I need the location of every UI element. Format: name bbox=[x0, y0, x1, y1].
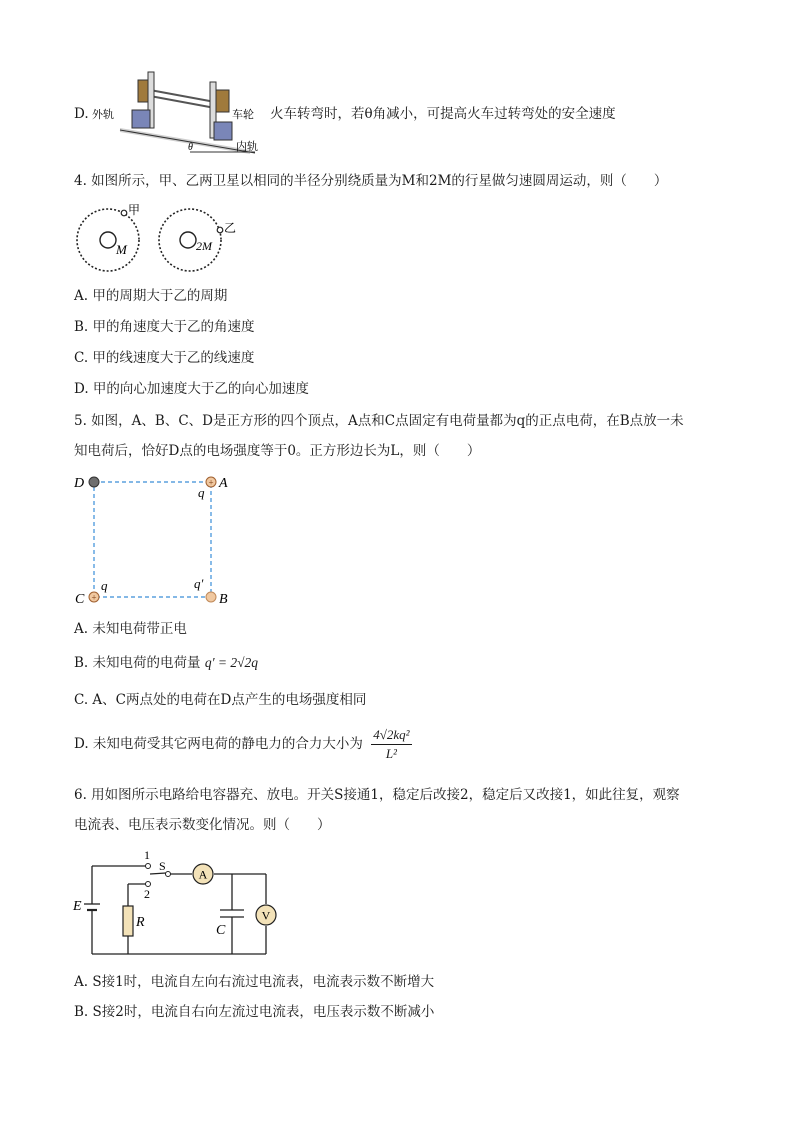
satellite-1-label: 甲 bbox=[128, 203, 141, 217]
label-1: 1 bbox=[144, 848, 150, 862]
q5-option-b-text: B. 未知电荷的电荷量 bbox=[74, 655, 201, 671]
axle-bottom bbox=[150, 96, 215, 108]
inner-rail-label: 内轨 bbox=[236, 141, 258, 153]
q3-option-d-label: D. bbox=[74, 106, 89, 122]
switch-blade bbox=[150, 873, 166, 874]
label-a: A bbox=[219, 476, 228, 491]
q3-banked-track-figure bbox=[90, 68, 270, 158]
planet-1-label: M bbox=[116, 242, 127, 257]
charge-b-icon bbox=[206, 592, 216, 602]
switch-pivot-icon bbox=[166, 872, 171, 877]
satellite-2-label: 乙 bbox=[224, 221, 237, 235]
q5-option-b-formula: q′ = 2√2q bbox=[204, 655, 259, 670]
q4-option-b: B. 甲的角速度大于乙的角速度 bbox=[74, 319, 255, 335]
label-e: E bbox=[73, 899, 82, 914]
satellite-2-icon bbox=[217, 227, 223, 233]
label-c: C bbox=[75, 592, 85, 607]
q6-stem-line2: 电流表、电压表示数变化情况。则（ ） bbox=[74, 817, 331, 833]
q5-stem-line2: 知电荷后，恰好D点的电场强度等于0。正方形边长为L，则（ ） bbox=[74, 443, 481, 459]
ammeter-label: A bbox=[198, 867, 208, 882]
satellite-1-icon bbox=[121, 210, 127, 216]
fraction-denominator: L² bbox=[385, 746, 397, 761]
voltmeter-label: V bbox=[261, 908, 271, 923]
q5-option-a: A. 未知电荷带正电 bbox=[74, 621, 187, 637]
q6-option-a: A. S接1时，电流自左向右流过电流表，电流表示数不断增大 bbox=[74, 974, 435, 990]
q6-stem-line1: 6. 用如图所示电路给电容器充、放电。开关S接通1，稳定后改接2，稳定后又改接1，如此往复，观察 bbox=[74, 787, 680, 803]
axle-top bbox=[150, 90, 215, 102]
fraction-numerator: 4√2kq² bbox=[371, 726, 411, 745]
label-c: C bbox=[216, 923, 226, 938]
q5-option-c: C. A、C两点处的电荷在D点产生的电场强度相同 bbox=[74, 692, 367, 708]
orbit-1 bbox=[77, 209, 139, 271]
right-wheel-top bbox=[215, 90, 229, 112]
q5-option-d bbox=[74, 724, 412, 764]
planet-m-icon bbox=[100, 232, 116, 248]
point-d-dot bbox=[89, 477, 99, 487]
label-s: S bbox=[159, 859, 166, 873]
q5-option-b bbox=[74, 653, 258, 673]
q5-square-figure bbox=[74, 470, 244, 610]
label-qa: q bbox=[198, 485, 205, 500]
contact-1-icon bbox=[146, 864, 151, 869]
label-qb: q′ bbox=[194, 576, 204, 591]
resistor-icon bbox=[123, 906, 133, 936]
theta-label: θ bbox=[188, 142, 193, 153]
label-r: R bbox=[136, 915, 145, 930]
label-qc: q bbox=[101, 578, 108, 593]
q4-stem: 4. 如图所示，甲、乙两卫星以相同的半径分别绕质量为M和2M的行星做匀速圆周运动，则（ ） bbox=[74, 173, 668, 189]
label-d: D bbox=[74, 476, 85, 491]
left-rail bbox=[132, 110, 150, 128]
q5-option-d-fraction bbox=[371, 726, 411, 763]
outer-rail-label: 外轨 bbox=[92, 109, 114, 121]
q4-option-d: D. 甲的向心加速度大于乙的向心加速度 bbox=[74, 381, 309, 397]
svg-text:+: + bbox=[91, 592, 97, 603]
contact-2-icon bbox=[146, 882, 151, 887]
q4-satellite-figure bbox=[74, 200, 254, 280]
label-2: 2 bbox=[144, 887, 150, 901]
svg-text:+: + bbox=[208, 477, 214, 488]
planet-2-label: 2M bbox=[196, 239, 212, 253]
wheel-label: 车轮 bbox=[232, 109, 254, 121]
q6-option-b: B. S接2时，电流自右向左流过电流表，电压表示数不断减小 bbox=[74, 1004, 435, 1020]
right-rail bbox=[214, 122, 232, 140]
q6-circuit-figure bbox=[70, 846, 280, 962]
q5-option-d-text: D. 未知电荷受其它两电荷的静电力的合力大小为 bbox=[74, 736, 363, 752]
q4-option-c: C. 甲的线速度大于乙的线速度 bbox=[74, 350, 255, 366]
label-b: B bbox=[219, 592, 228, 607]
q4-option-a: A. 甲的周期大于乙的周期 bbox=[74, 288, 228, 304]
planet-2m-icon bbox=[180, 232, 196, 248]
q3-option-d-text: 火车转弯时，若θ角减小，可提高火车过转弯处的安全速度 bbox=[270, 106, 616, 122]
q5-stem-line1: 5. 如图，A、B、C、D是正方形的四个顶点，A点和C点固定有电荷量都为q的正点电荷，在B点放一未 bbox=[74, 413, 684, 429]
